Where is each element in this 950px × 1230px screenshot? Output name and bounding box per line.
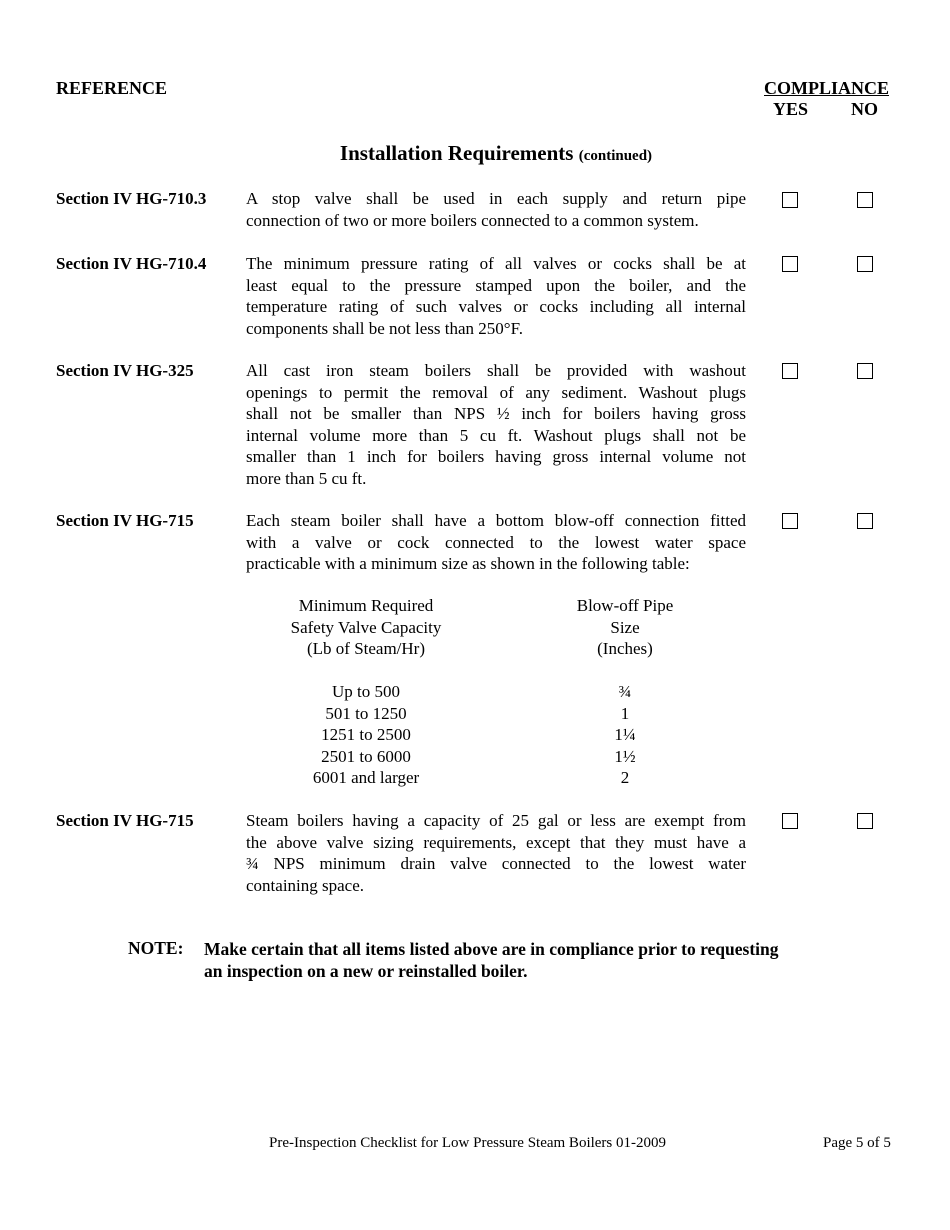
compliance-no-checkbox[interactable] <box>857 363 873 379</box>
blowoff-table-size-column <box>525 681 725 789</box>
table-cell: 2 <box>620 768 630 787</box>
table-cell: 1½ <box>614 746 636 766</box>
item-reference: Section IV HG-710.4 <box>56 254 207 273</box>
compliance-no-checkbox[interactable] <box>857 256 873 272</box>
requirement-line: the above valve sizing requirements, except that they must have a <box>246 832 746 852</box>
table-cell: Up to 500 <box>332 682 400 701</box>
requirement-line: components shall be not less than 250°F. <box>246 318 523 338</box>
requirement-line: openings to permit the removal of any sediment. Washout plugs <box>246 382 746 402</box>
requirement-line: The minimum pressure rating of all valves or cocks shall be at <box>246 254 746 273</box>
table-header-line: (Inches) <box>597 639 653 658</box>
item-requirement-text <box>246 810 746 896</box>
item-requirement-text <box>246 253 746 339</box>
compliance-yes-checkbox[interactable] <box>782 256 798 272</box>
item-reference: Section IV HG-715 <box>56 811 194 830</box>
reference-column-heading: REFERENCE <box>56 78 168 98</box>
table-cell: 501 to 1250 <box>325 703 407 723</box>
compliance-no-checkbox[interactable] <box>857 813 873 829</box>
item-requirement-text <box>246 188 746 231</box>
item-reference: Section IV HG-325 <box>56 361 194 380</box>
blowoff-table-col2-header <box>525 595 725 660</box>
compliance-yes-checkbox[interactable] <box>782 192 798 208</box>
table-header-line: Size <box>610 617 640 637</box>
compliance-yes-checkbox[interactable] <box>782 813 798 829</box>
requirement-line: least equal to the pressure stamped upon the boiler, and the <box>246 275 746 295</box>
table-cell: ¾ <box>618 682 632 701</box>
table-header-line: Minimum Required <box>298 596 434 615</box>
compliance-no-checkbox[interactable] <box>857 513 873 529</box>
table-header-line: Safety Valve Capacity <box>290 617 442 637</box>
footer-page-number: Page 5 of 5 <box>823 1135 891 1151</box>
note-line: an inspection on a new or reinstalled boiler. <box>204 961 528 981</box>
requirement-line: Steam boilers having a capacity of 25 gal or less are exempt from <box>246 811 746 830</box>
requirement-line: smaller than 1 inch for boilers having gross internal volume not <box>246 447 746 466</box>
requirement-line: A stop valve shall be used in each supply and return pipe <box>246 189 746 208</box>
table-header-line: Blow-off Pipe <box>576 596 674 615</box>
table-cell: 1 <box>620 703 630 723</box>
compliance-column-heading: COMPLIANCE <box>764 78 889 98</box>
table-cell: 2501 to 6000 <box>321 746 411 766</box>
compliance-yes-checkbox[interactable] <box>782 363 798 379</box>
table-cell: 1251 to 2500 <box>321 725 411 744</box>
note-line: Make certain that all items listed above are in compliance prior to requesting <box>204 939 779 959</box>
page-title-suffix: (continued) <box>578 148 653 164</box>
note-label: NOTE: <box>128 938 184 958</box>
no-column-heading: NO <box>851 99 878 119</box>
requirement-line: Each steam boiler shall have a bottom blow-off connection fitted <box>246 511 746 530</box>
requirement-line: containing space. <box>246 875 365 895</box>
compliance-yes-checkbox[interactable] <box>782 513 798 529</box>
blowoff-table-capacity-column <box>266 681 466 789</box>
page-title-main: Installation Requirements <box>339 141 574 165</box>
item-requirement-text <box>246 510 746 575</box>
requirement-line: shall not be smaller than NPS ½ inch for boilers having gross <box>246 404 746 423</box>
page-title <box>0 143 950 168</box>
item-reference: Section IV HG-715 <box>56 511 194 530</box>
table-cell: 6001 and larger <box>312 768 420 787</box>
footer-document-title: Pre-Inspection Checklist for Low Pressure Steam Boilers 01-2009 <box>269 1135 667 1151</box>
item-reference: Section IV HG-710.3 <box>56 189 207 208</box>
requirement-line: internal volume more than 5 cu ft. Washout plugs shall not be <box>246 425 746 445</box>
yes-column-heading: YES <box>773 99 809 119</box>
requirement-line: ¾ NPS minimum drain valve connected to the lowest water <box>246 854 746 873</box>
table-cell: 1¼ <box>614 725 636 744</box>
requirement-line: practicable with a minimum size as shown in the following table: <box>246 554 690 573</box>
blowoff-table-col1-header <box>266 595 466 660</box>
table-header-line: (Lb of Steam/Hr) <box>306 639 426 658</box>
requirement-line: All cast iron steam boilers shall be provided with washout <box>246 361 746 380</box>
requirement-line: temperature rating of such valves or cocks including all internal <box>246 297 746 316</box>
item-requirement-text <box>246 360 746 489</box>
requirement-line: connection of two or more boilers connected to a common system. <box>246 210 699 230</box>
note-text <box>204 938 844 982</box>
compliance-no-checkbox[interactable] <box>857 192 873 208</box>
requirement-line: with a valve or cock connected to the lowest water space <box>246 532 746 552</box>
requirement-line: more than 5 cu ft. <box>246 468 367 488</box>
